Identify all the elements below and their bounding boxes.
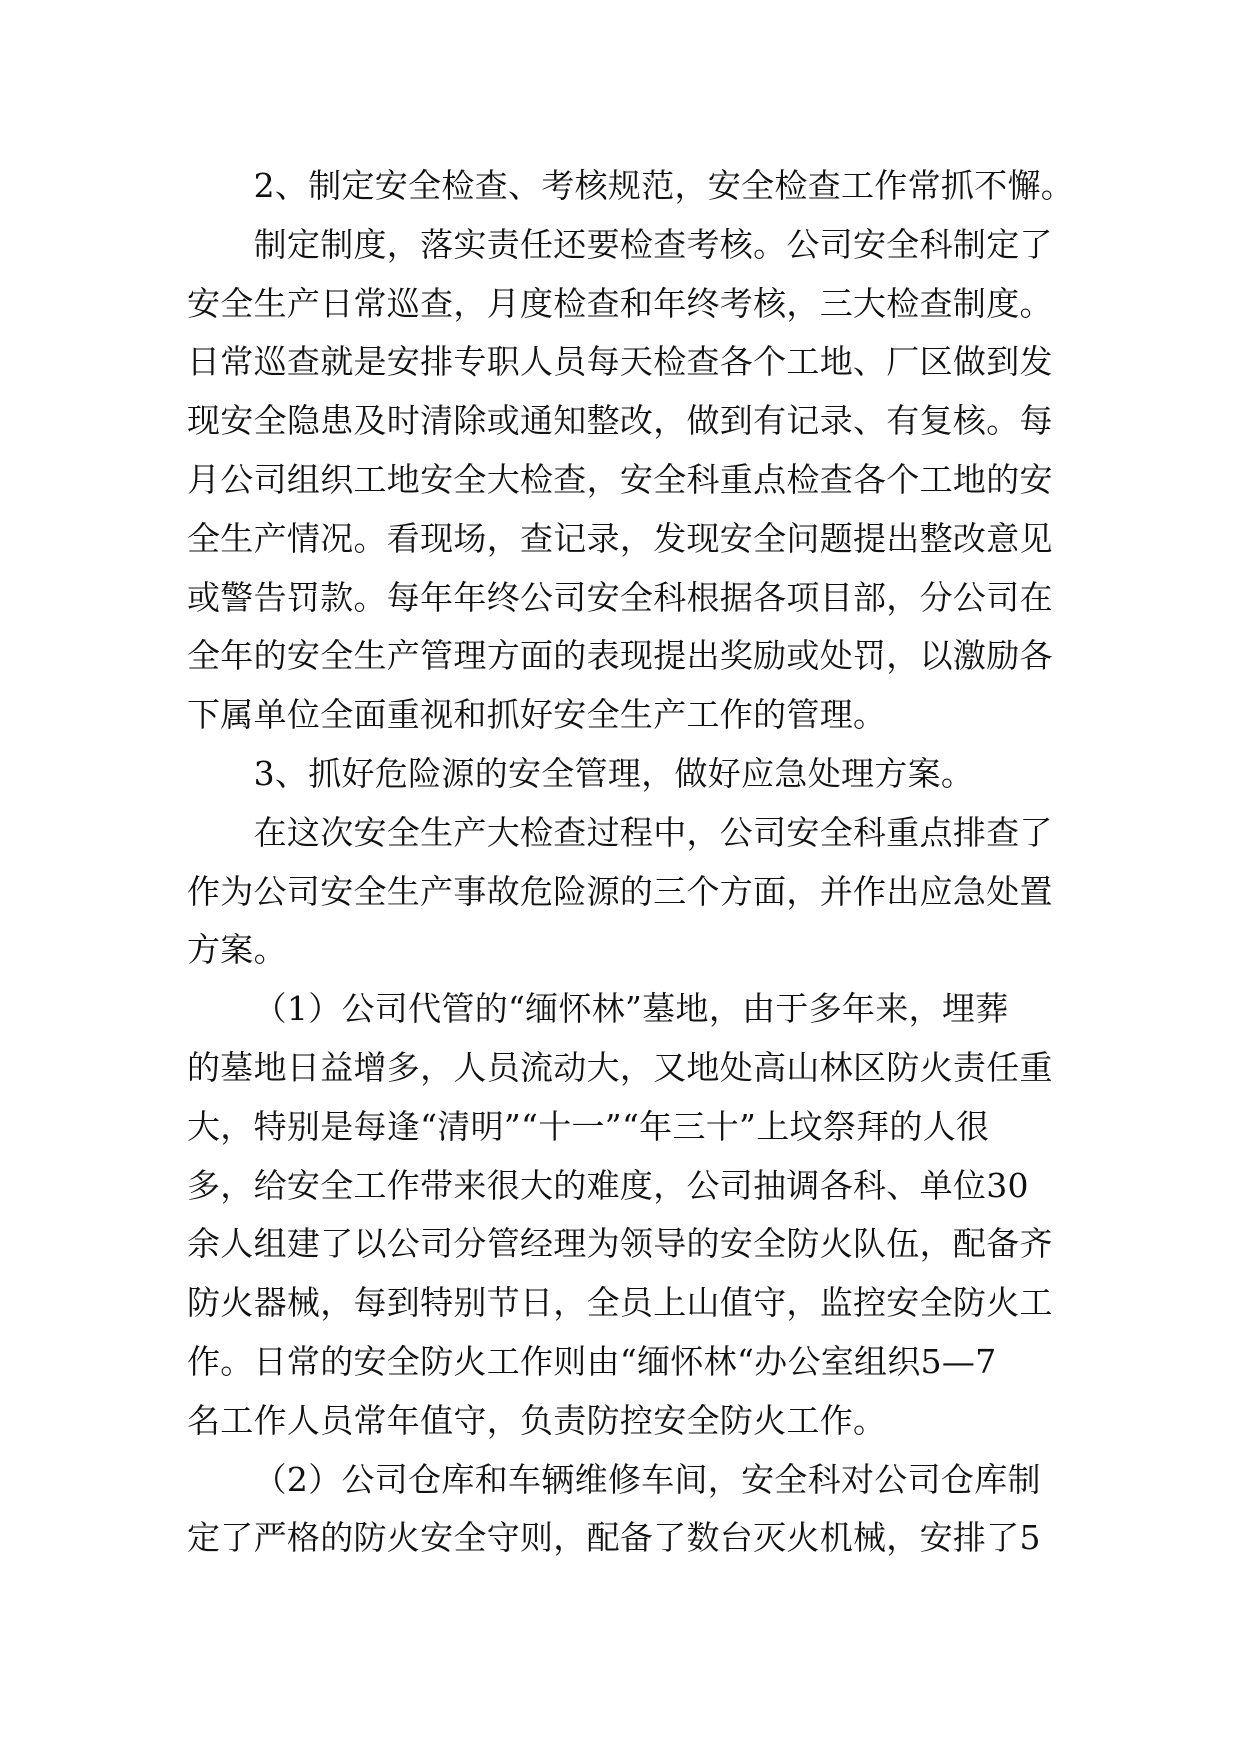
paragraph <box>187 216 1087 745</box>
text-line: 多，给安全工作带来很大的难度，公司抽调各科、单位30 <box>187 1165 1029 1205</box>
section-heading <box>187 745 1087 804</box>
paragraph <box>187 1451 1087 1569</box>
text-line: 下属单位全面重视和抓好安全生产工作的管理。 <box>187 695 887 735</box>
text-line: 作为公司安全生产事故危险源的三个方面，并作出应急处置 <box>187 871 1053 911</box>
text-line: 或警告罚款。每年年终公司安全科根据各项目部，分公司在 <box>187 577 1053 617</box>
text-line: 防火器械，每到特别节日，全员上山值守，监控安全防火工 <box>187 1283 1053 1323</box>
text-line: 3、抓好危险源的安全管理，做好应急处理方案。 <box>253 753 975 793</box>
text-line: 全年的安全生产管理方面的表现提出奖励或处罚，以激励各 <box>187 636 1053 676</box>
text-line: 日常巡查就是安排专职人员每天检查各个工地、厂区做到发 <box>187 342 1053 382</box>
text-line: 月公司组织工地安全大检查，安全科重点检查各个工地的安 <box>187 459 1053 499</box>
text-line: 2、制定安全检查、考核规范，安全检查工作常抓不懈。 <box>253 166 1075 205</box>
text-line: 制定制度，落实责任还要检查考核。公司安全科制定了 <box>253 224 1053 264</box>
text-line: 余人组建了以公司分管经理为领导的安全防火队伍，配备齐 <box>187 1224 1053 1264</box>
text-line: 全生产情况。看现场，查记录，发现安全问题提出整改意见 <box>187 518 1053 558</box>
text-line: （1）公司代管的“缅怀林”墓地，由于多年来，埋葬 <box>253 989 1009 1029</box>
text-line: 在这次安全生产大检查过程中，公司安全科重点排查了 <box>253 812 1053 852</box>
text-line: 大，特别是每逢“清明”“十一”“年三十”上坟祭拜的人很 <box>187 1106 990 1146</box>
paragraph <box>187 980 1087 1450</box>
text-line: （2）公司仓库和车辆维修车间，安全科对公司仓库制 <box>253 1459 1041 1499</box>
text-line: 方案。 <box>187 930 287 970</box>
text-line: 名工作人员常年值守，负责防控安全防火工作。 <box>187 1400 887 1440</box>
section-heading <box>187 157 1087 216</box>
text-line: 安全生产日常巡查，月度检查和年终考核，三大检查制度。 <box>187 283 1053 323</box>
document-body <box>187 157 1087 1568</box>
text-line: 作。日常的安全防火工作则由“缅怀林“办公室组织5—7 <box>187 1341 997 1381</box>
text-line: 的墓地日益增多，人员流动大，又地处高山林区防火责任重 <box>187 1047 1053 1087</box>
text-line: 现安全隐患及时清除或通知整改，做到有记录、有复核。每 <box>187 401 1053 441</box>
text-line: 定了严格的防火安全守则，配备了数台灭火机械，安排了5 <box>187 1518 1041 1558</box>
paragraph <box>187 804 1087 980</box>
